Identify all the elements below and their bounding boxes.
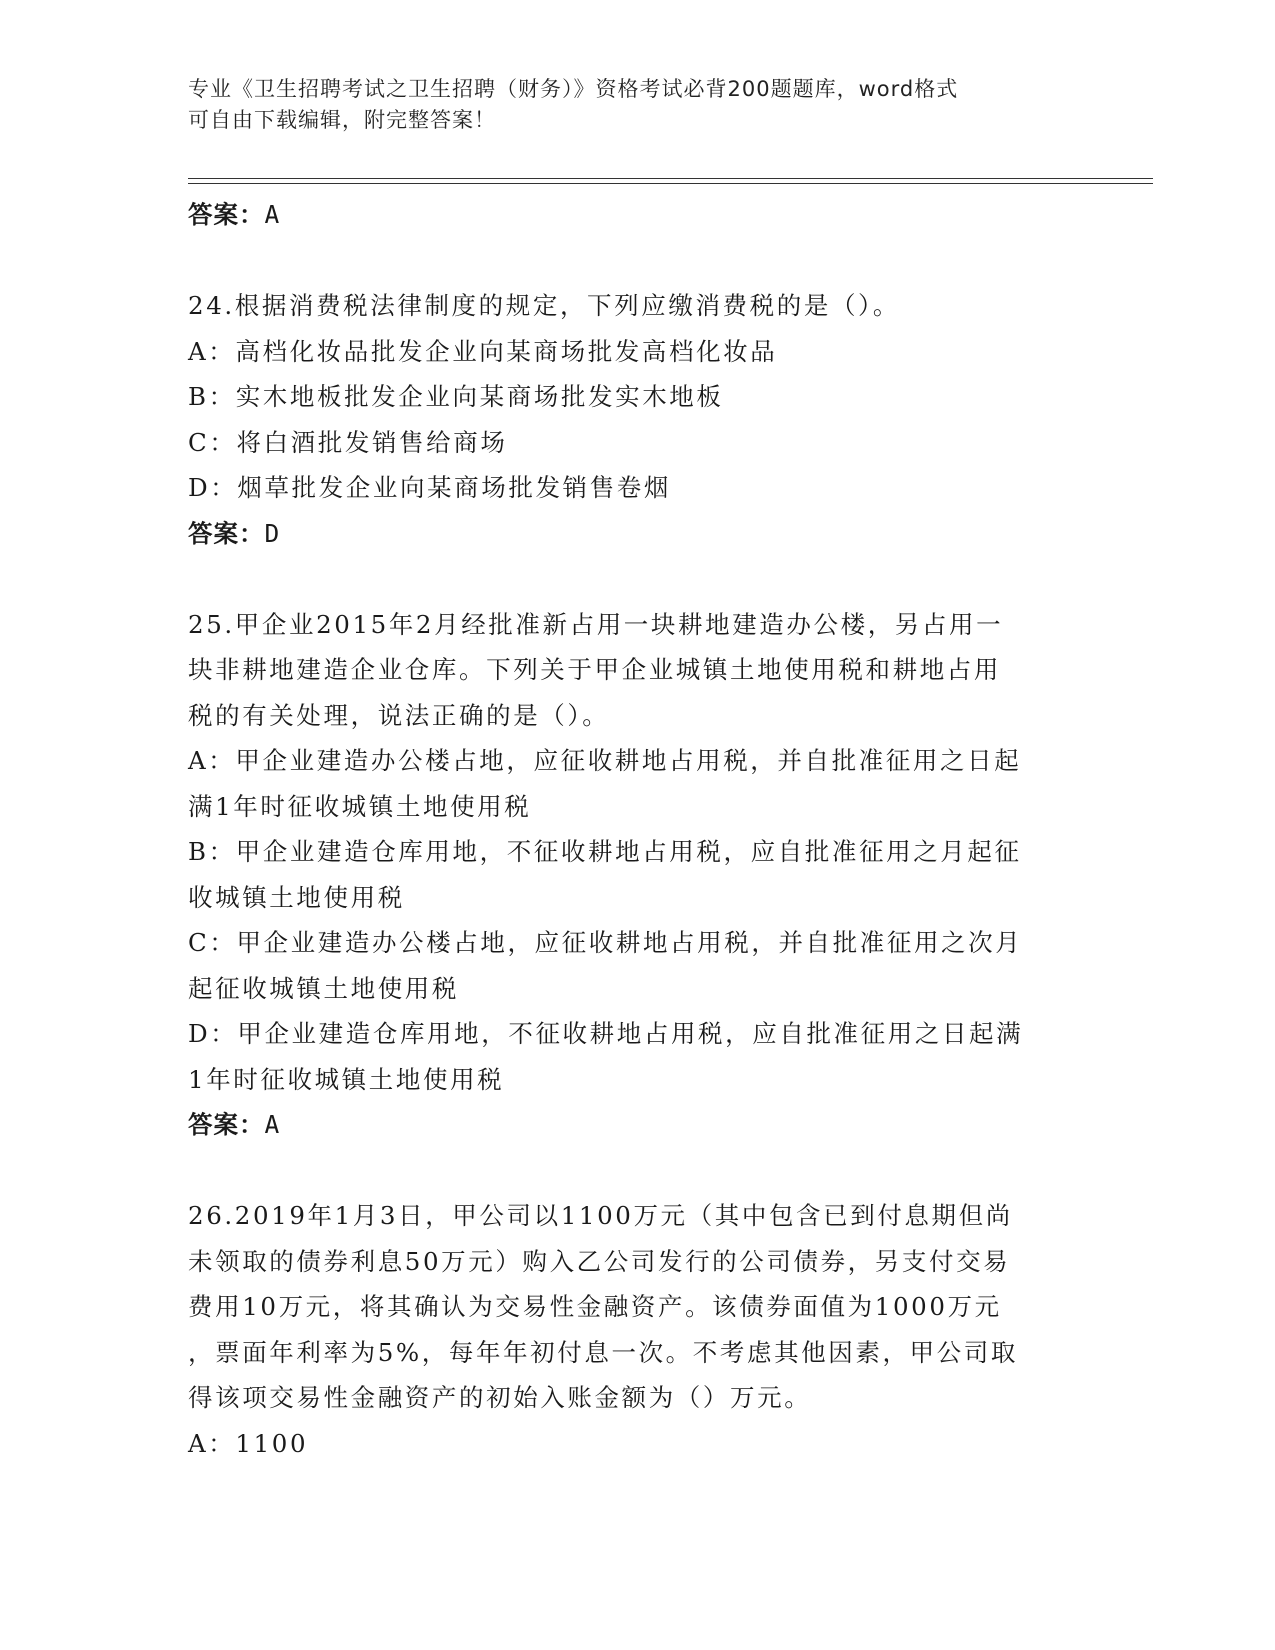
answer-value: D [264, 518, 281, 548]
question-24 [188, 283, 1068, 556]
option-a: A：高档化妆品批发企业向某商场批发高档化妆品 [188, 336, 778, 366]
option-c: C：将白酒批发销售给商场 [188, 427, 508, 457]
question-stem-line: 块非耕地建造企业仓库。下列关于甲企业城镇土地使用税和耕地占用 [188, 655, 1001, 684]
answer-label: 答案： [188, 518, 265, 548]
header-line-1: 专业《卫生招聘考试之卫生招聘（财务）》资格考试必背200题题库，word格式 [188, 77, 959, 101]
question-stem-line: 25.甲企业2015年2月经批准新占用一块耕地建造办公楼，另占用一 [188, 609, 1004, 639]
question-stem-line: 26.2019年1月3日，甲公司以1100万元（其中包含已到付息期但尚 [188, 1201, 1013, 1230]
answer-value: A [264, 1110, 281, 1139]
question-stem-line: 未领取的债券利息50万元）购入乙公司发行的公司债券，另支付交易 [188, 1246, 1011, 1276]
header-line-2: 可自由下载编辑，附完整答案！ [188, 108, 496, 132]
document-body [188, 192, 1068, 1466]
option-d: D：甲企业建造仓库用地，不征收耕地占用税，应自批准征用之日起满 [188, 1019, 1024, 1048]
question-stem-line: 税的有关处理，说法正确的是（）。 [188, 700, 610, 730]
spacer [188, 556, 1068, 602]
option-a: A：甲企业建造办公楼占地，应征收耕地占用税，并自批准征用之日起 [188, 746, 1022, 775]
answer-label: 答案： [188, 1110, 265, 1139]
answer-value: A [264, 200, 281, 229]
option-b: B：甲企业建造仓库用地，不征收耕地占用税，应自批准征用之月起征 [188, 837, 1022, 866]
option-a-cont: 满1年时征收城镇土地使用税 [188, 791, 532, 821]
question-stem-line: ，票面年利率为5%，每年年初付息一次。不考虑其他因素，甲公司取 [188, 1337, 1018, 1367]
answer-line [188, 192, 1068, 238]
option-c-cont: 起征收城镇土地使用税 [188, 973, 459, 1003]
spacer [188, 1148, 1068, 1194]
page-header [188, 74, 1068, 136]
question-stem: 24.根据消费税法律制度的规定，下列应缴消费税的是（）。 [188, 291, 901, 320]
answer-label: 答案： [188, 200, 265, 229]
question-stem-line: 得该项交易性金融资产的初始入账金额为（）万元。 [188, 1383, 812, 1412]
option-d-cont: 1年时征收城镇土地使用税 [188, 1064, 505, 1094]
header-rule-bottom [188, 183, 1153, 184]
option-c: C：甲企业建造办公楼占地，应征收耕地占用税，并自批准征用之次月 [188, 928, 1023, 957]
option-a: A：1100 [188, 1428, 309, 1458]
answer-line [188, 511, 1068, 557]
option-b: B：实木地板批发企业向某商场批发实木地板 [188, 382, 724, 411]
question-stem-line: 费用10万元，将其确认为交易性金融资产。该债券面值为1000万元 [188, 1292, 1002, 1321]
question-26 [188, 1193, 1068, 1466]
question-25 [188, 602, 1068, 1148]
spacer [188, 238, 1068, 284]
option-d: D：烟草批发企业向某商场批发销售卷烟 [188, 473, 671, 502]
answer-line [188, 1102, 1068, 1148]
option-b-cont: 收城镇土地使用税 [188, 882, 405, 912]
header-rule-top [188, 178, 1153, 179]
